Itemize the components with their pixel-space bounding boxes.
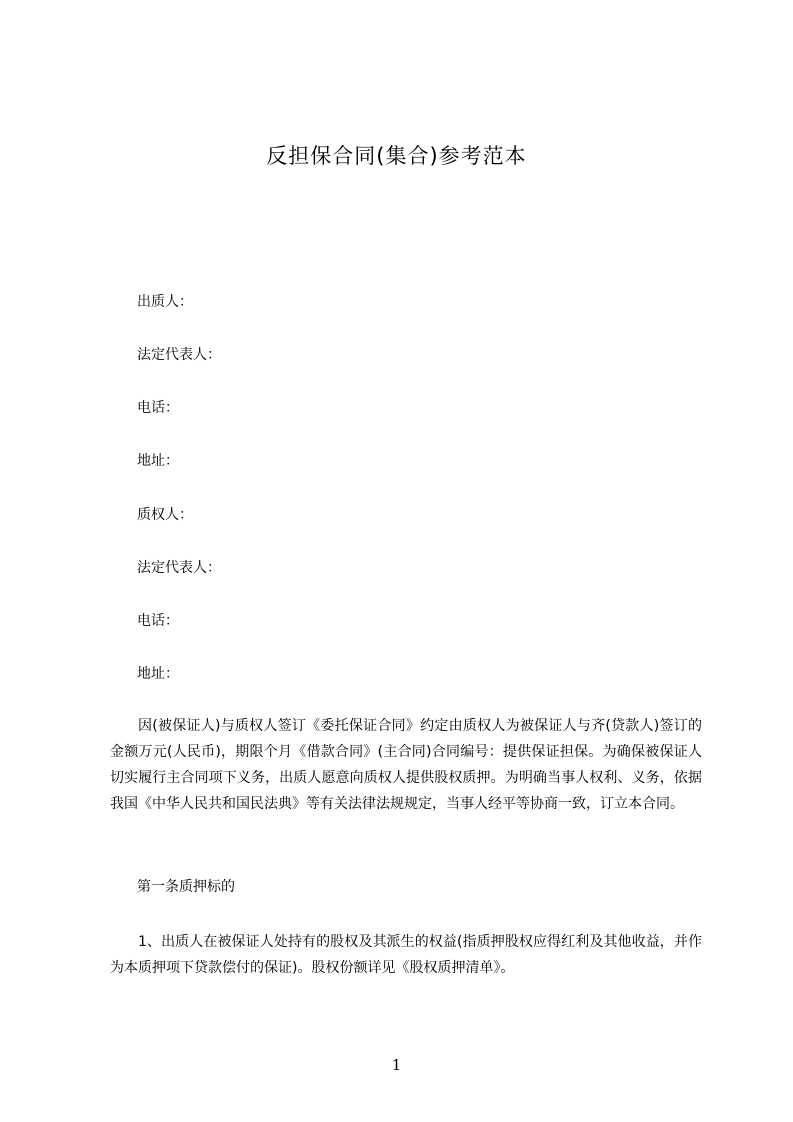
pledgee-phone-field: 电话： — [137, 613, 179, 629]
pledgee-address-field: 地址： — [137, 666, 179, 682]
pledgee-legal-rep-field: 法定代表人： — [137, 560, 221, 576]
pledgor-legal-rep-field: 法定代表人： — [137, 347, 221, 363]
pledgor-address-field: 地址： — [137, 453, 179, 469]
article-1-clause-1: 1、出质人在被保证人处持有的股权及其派生的权益(指质押股权应得红利及其他收益，并作为本质押项下贷款偿付的保证)。股权份额详见《股权质押清单》。 — [110, 934, 702, 976]
pledgee-field: 质权人： — [137, 507, 193, 523]
page-number: 1 — [391, 1056, 402, 1074]
document-title: 反担保合同(集合)参考范本 — [266, 144, 527, 168]
pledgor-field: 出质人： — [137, 294, 193, 310]
preamble-paragraph: 因(被保证人)与质权人签订《委托保证合同》约定由质权人为被保证人与齐(贷款人)签订的金额万元(人民币)，期限个月《借款合同》(主合同)合同编号：提供保证担保。为确保被保证人切实履行主合同项下义务，出质人愿意向质权人提供股权质押。为明确当事人权利、义务，依据我国《中华人民共和国民法典》等有关法律法规规定，当事人经平等协商一致，订立本合同。 — [110, 718, 702, 812]
pledgor-phone-field: 电话： — [137, 400, 179, 416]
article-1-heading: 第一条质押标的 — [137, 879, 235, 895]
